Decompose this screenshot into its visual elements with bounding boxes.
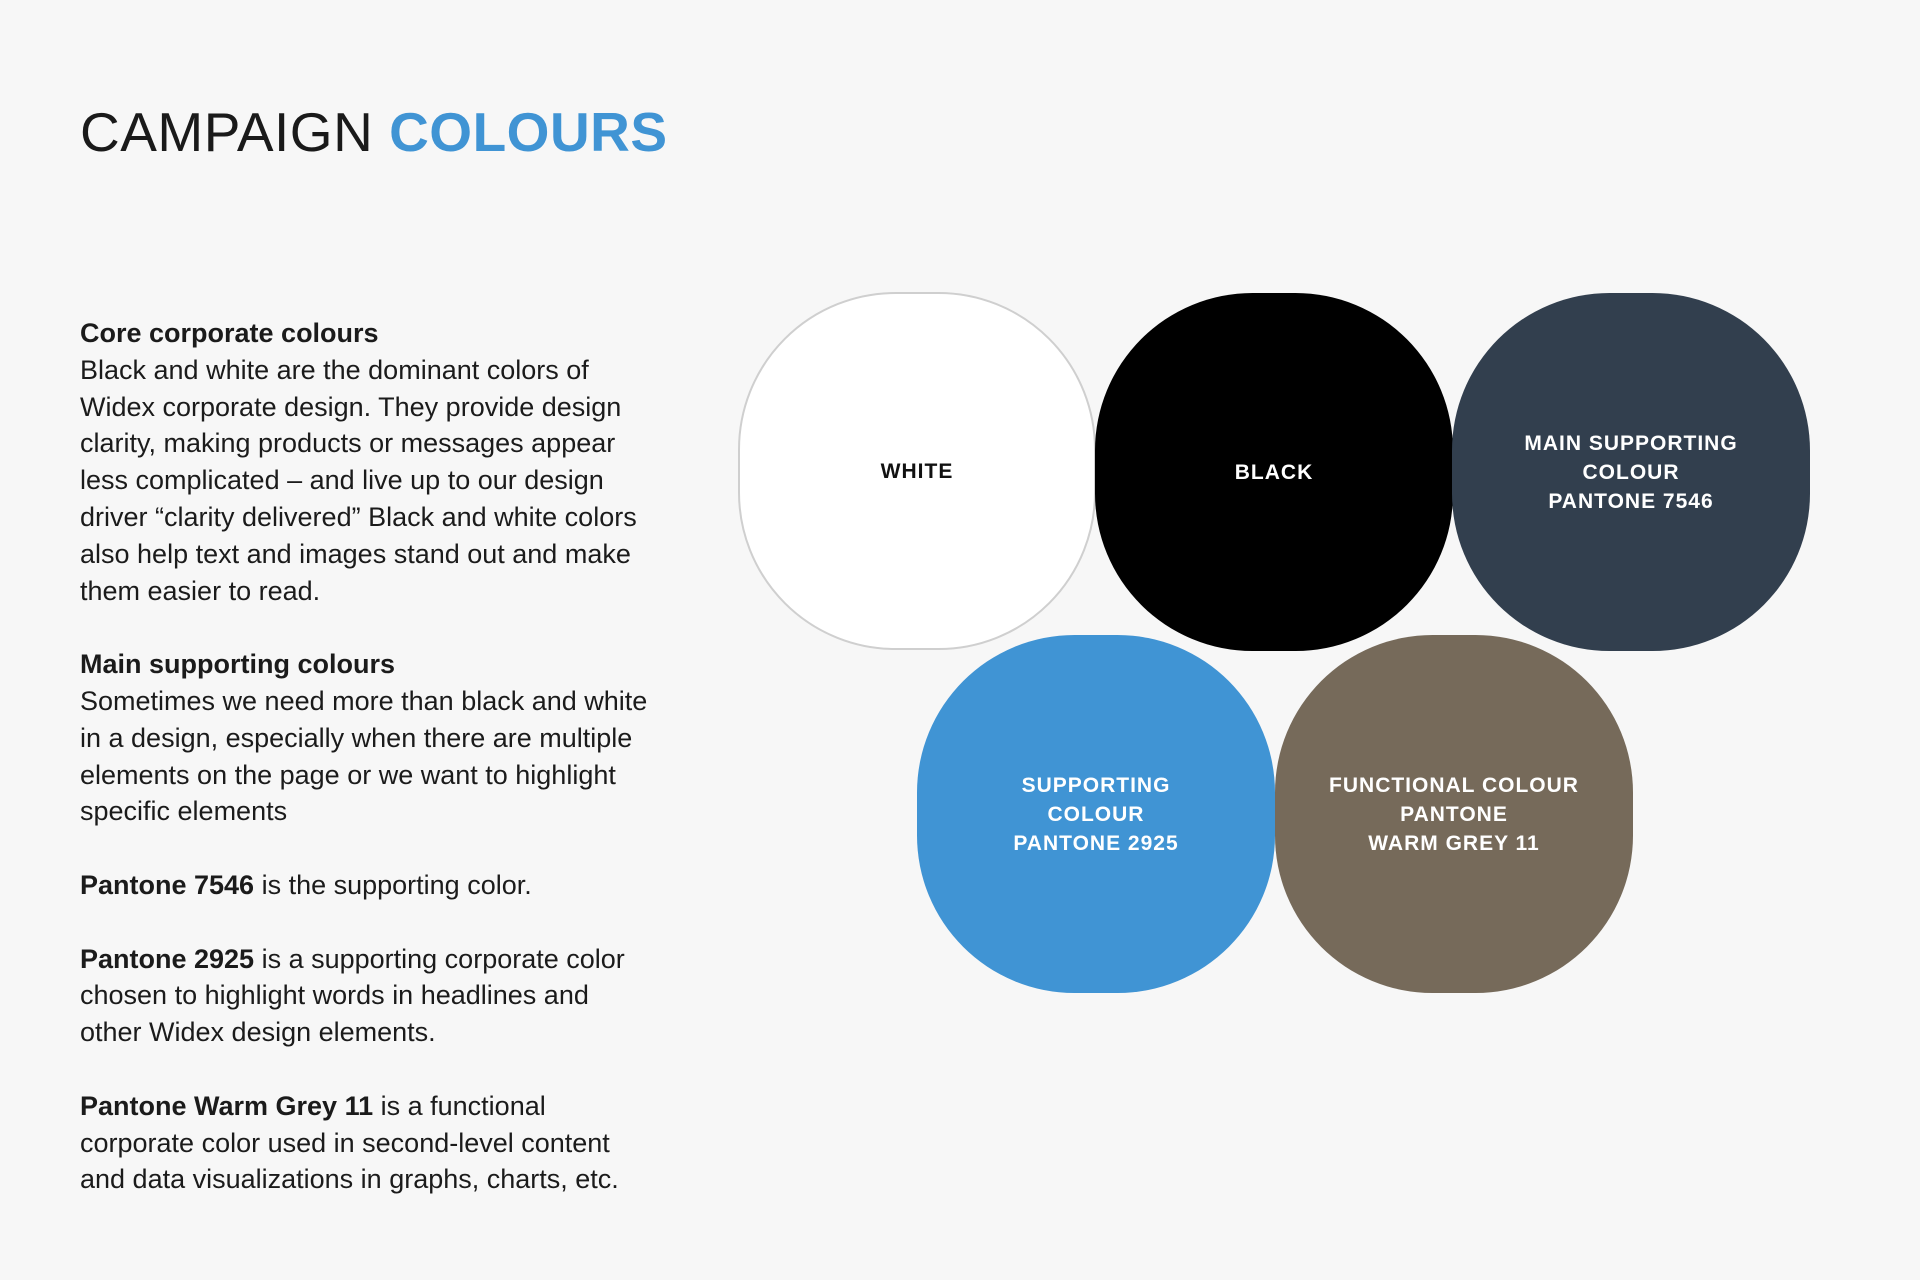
core-colours-body: Black and white are the dominant colors of Widex corporate design. They provide design clarity, making products or messages appear less complicated – and live up to our design driver “clarity delivered” Black and white colors also help text and images stand out and make them easier to read.	[80, 354, 637, 606]
swatch-pantone-2925-label-line: PANTONE 2925	[1013, 831, 1179, 855]
pantone-7546-paragraph	[80, 867, 655, 904]
swatch-pantone-7546-label-line: PANTONE 7546	[1548, 489, 1714, 513]
swatch-warm-grey-11-label-line: WARM GREY 11	[1368, 831, 1540, 855]
pantone-2925-text: is a supporting corporate color chosen to highlight words in headlines and other Widex design elements.	[80, 943, 625, 1048]
page-title	[80, 100, 668, 163]
swatch-white	[738, 292, 1096, 650]
pantone-warm-grey-11-name: Pantone Warm Grey 11	[80, 1090, 374, 1121]
swatch-pantone-7546-label-line: COLOUR	[1582, 460, 1680, 484]
page-title-light: CAMPAIGN	[80, 100, 374, 163]
swatch-pantone-2925-label-line: SUPPORTING	[1021, 773, 1171, 797]
body-copy	[80, 315, 655, 1235]
swatch-warm-grey-11	[1275, 635, 1633, 993]
swatch-pantone-7546-label	[1524, 429, 1737, 516]
swatch-warm-grey-11-label-line: FUNCTIONAL COLOUR	[1329, 773, 1579, 797]
swatch-white-label-line: WHITE	[880, 459, 954, 483]
core-colours-heading: Core corporate colours	[80, 318, 379, 348]
main-supporting-body: Sometimes we need more than black and white in a design, especially when there are multiple elements on the page or we want to highlight specific elements	[80, 685, 648, 827]
pantone-warm-grey-11-paragraph	[80, 1088, 655, 1198]
swatch-pantone-7546	[1452, 293, 1810, 651]
swatch-black-label-line: BLACK	[1234, 460, 1314, 484]
main-supporting-heading: Main supporting colours	[80, 649, 395, 680]
swatch-black-label	[1235, 458, 1314, 487]
pantone-7546-text: is the supporting color.	[254, 869, 532, 900]
swatch-black	[1095, 293, 1453, 651]
pantone-warm-grey-11-text: is a functional corporate color used in second-level content and data visualizations in graphs, charts, etc.	[80, 1090, 619, 1195]
swatch-pantone-2925-label-line: COLOUR	[1047, 802, 1145, 826]
swatch-pantone-2925-label	[1013, 771, 1178, 858]
core-colours-paragraph	[80, 315, 655, 609]
page-title-accent: COLOURS	[389, 100, 668, 163]
main-supporting-paragraph	[80, 646, 655, 830]
swatch-pantone-7546-label-line: MAIN SUPPORTING	[1524, 431, 1738, 455]
pantone-7546-name: Pantone 7546	[80, 869, 255, 900]
swatch-warm-grey-11-label-line: PANTONE	[1400, 802, 1508, 826]
swatch-pantone-2925	[917, 635, 1275, 993]
pantone-2925-name: Pantone 2925	[80, 943, 255, 974]
pantone-2925-paragraph	[80, 941, 655, 1051]
swatch-white-label	[881, 457, 954, 486]
swatch-warm-grey-11-label	[1329, 771, 1579, 858]
